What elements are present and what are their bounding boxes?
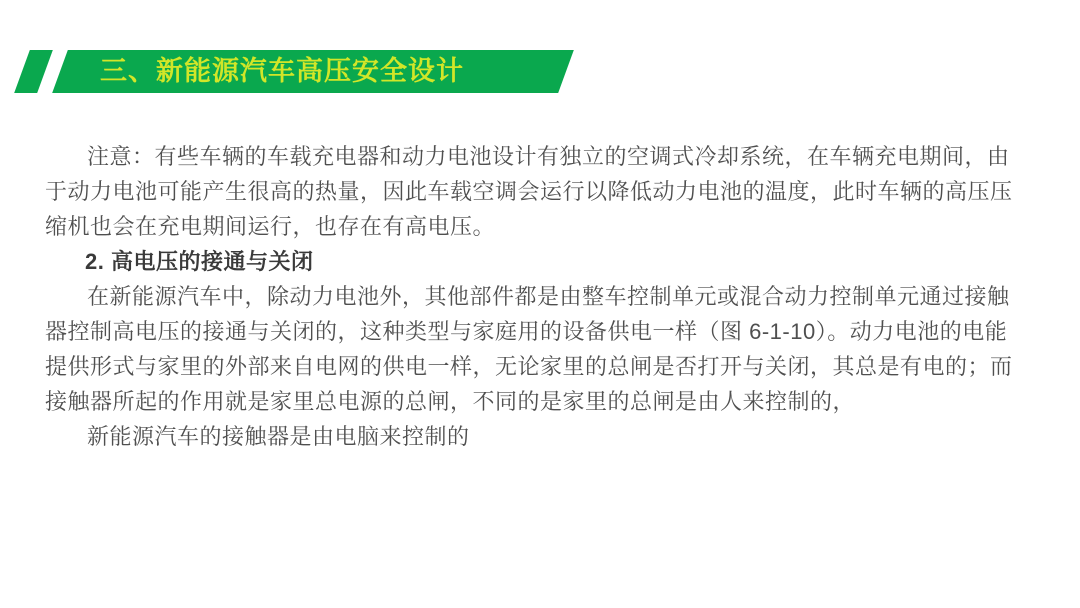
text-line: 新能源汽车的接触器是由电脑来控制的: [87, 424, 470, 449]
text-line: 缩机也会在充电期间运行，也存在有高电压。: [45, 214, 496, 239]
text-line: 于动力电池可能产生很高的热量，因此车载空调会运行以降低动力电池的温度，此时车辆的高压压: [45, 179, 1013, 204]
text-line: 在新能源汽车中，除动力电池外，其他部件都是由整车控制单元或混合动力控制单元通过接触: [87, 284, 1010, 309]
slide-body: [45, 139, 1037, 454]
section-heading: 2. 高电压的接通与关闭: [85, 249, 314, 274]
text-line: 接触器所起的作用就是家里总电源的总闸，不同的是家里的总闸是由人来控制的，: [45, 389, 856, 414]
page-title: 三、新能源汽车高压安全设计: [100, 56, 464, 86]
paragraph-note: [45, 139, 1037, 244]
text-line: 注意：有些车辆的车载充电器和动力电池设计有独立的空调式冷却系统，在车辆充电期间，由: [87, 144, 1010, 169]
header-accent-shape: [14, 50, 53, 93]
paragraph-main: [45, 279, 1037, 419]
text-line: 器控制高电压的接通与关闭的，这种类型与家庭用的设备供电一样（图 6-1-10）。动力电池的电能: [45, 319, 1008, 344]
text-line: 提供形式与家里的外部来自电网的供电一样，无论家里的总闸是否打开与关闭，其总是有电的；而: [45, 354, 1013, 379]
paragraph-closing: [45, 419, 1037, 454]
